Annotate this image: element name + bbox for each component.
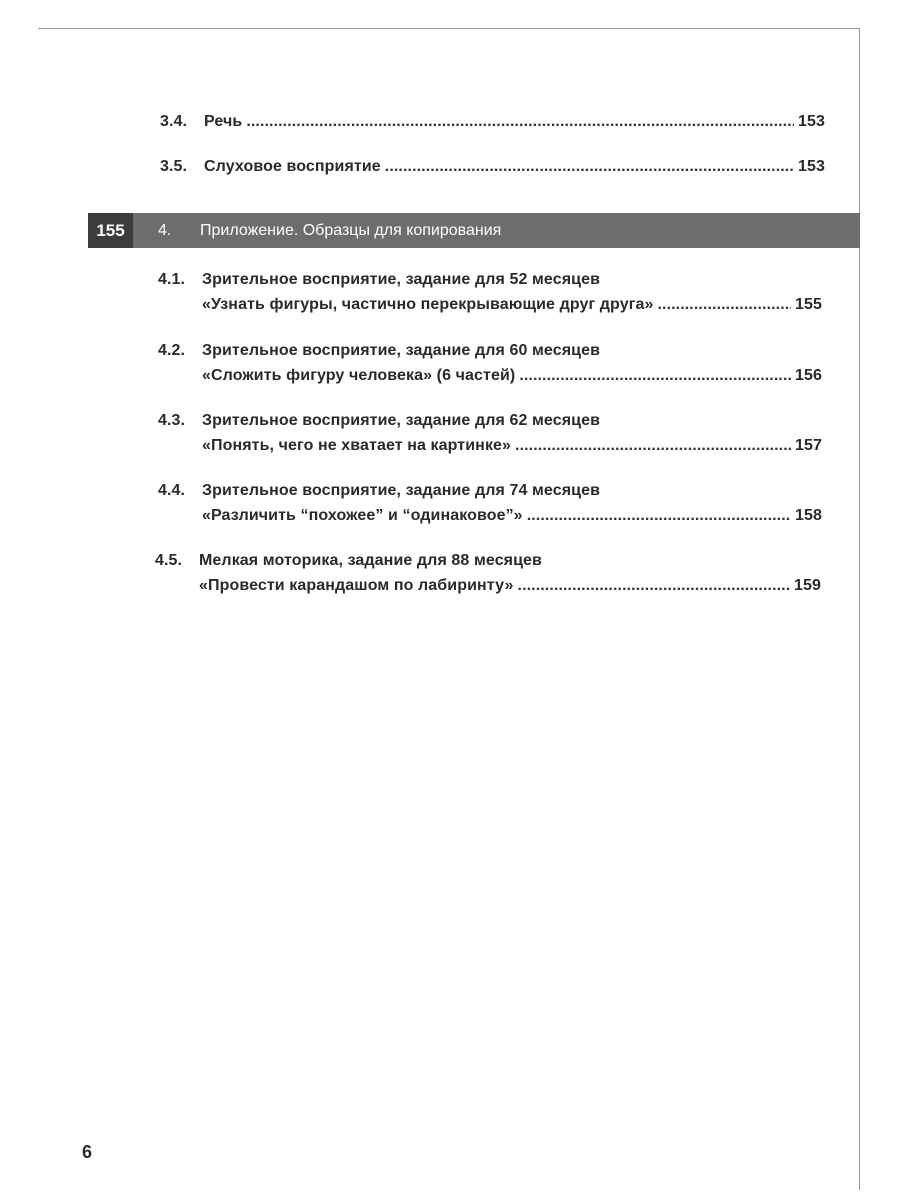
toc-entry-subtitle: «Понять, чего не хватает на картинке» [202,437,512,454]
toc-entry-title: Слуховое восприятие [204,158,381,175]
toc-entry-title: Речь [204,113,243,130]
toc-entry-page: 155 [795,296,822,313]
toc-leader-dots [518,577,790,595]
toc-entry-title: Зрительное восприятие, задание для 62 месяцев [202,412,601,429]
toc-entry-title: Зрительное восприятие, задание для 60 месяцев [202,342,601,359]
toc-entry[interactable] [158,412,822,455]
footer-page-number: 6 [82,1142,93,1162]
toc-entry-page: 153 [798,113,825,130]
toc-entry-page: 159 [794,577,821,594]
toc-entry[interactable] [160,158,825,176]
toc-entry-title: Мелкая моторика, задание для 88 месяцев [199,552,542,569]
toc-entry-page: 157 [795,437,822,454]
toc-leader-dots [246,113,794,131]
toc-leader-dots [519,367,791,385]
toc-entry-number: 3.5. [160,158,188,175]
toc-entry-number: 4.4. [158,482,186,499]
toc-entry[interactable] [158,342,822,385]
toc-entry-page: 153 [798,158,825,175]
toc-entry[interactable] [160,113,825,131]
toc-entry[interactable] [158,271,822,314]
toc-leader-dots [515,437,791,455]
toc-leader-dots [657,296,791,314]
section-header[interactable] [88,213,860,248]
toc-entry[interactable] [158,482,822,525]
toc-entry-title: Зрительное восприятие, задание для 52 месяцев [202,271,601,288]
toc-leader-dots [385,158,794,176]
section-title: Приложение. Образцы для копирования [200,221,502,239]
toc-entry-number: 4.2. [158,342,186,359]
toc-entry-number: 4.5. [155,552,183,569]
page-frame [38,28,860,1190]
toc-entry-subtitle: «Сложить фигуру человека» (6 частей) [202,367,516,384]
toc-entry-subtitle: «Провести карандашом по лабиринту» [199,577,514,594]
toc-entry-page: 158 [795,507,822,524]
toc-entry-title: Зрительное восприятие, задание для 74 месяцев [202,482,601,499]
toc-entry-number: 4.1. [158,271,186,288]
section-page-number: 155 [88,213,133,248]
toc-entry[interactable] [155,552,821,595]
toc-leader-dots [527,507,791,525]
toc-entry-page: 156 [795,367,822,384]
toc-entry-number: 4.3. [158,412,186,429]
section-number: 4. [158,221,172,239]
toc-entry-subtitle: «Различить “похожее” и “одинаковое”» [202,507,523,524]
toc-entry-subtitle: «Узнать фигуры, частично перекрывающие друг друга» [202,296,654,313]
toc-entry-number: 3.4. [160,113,188,130]
